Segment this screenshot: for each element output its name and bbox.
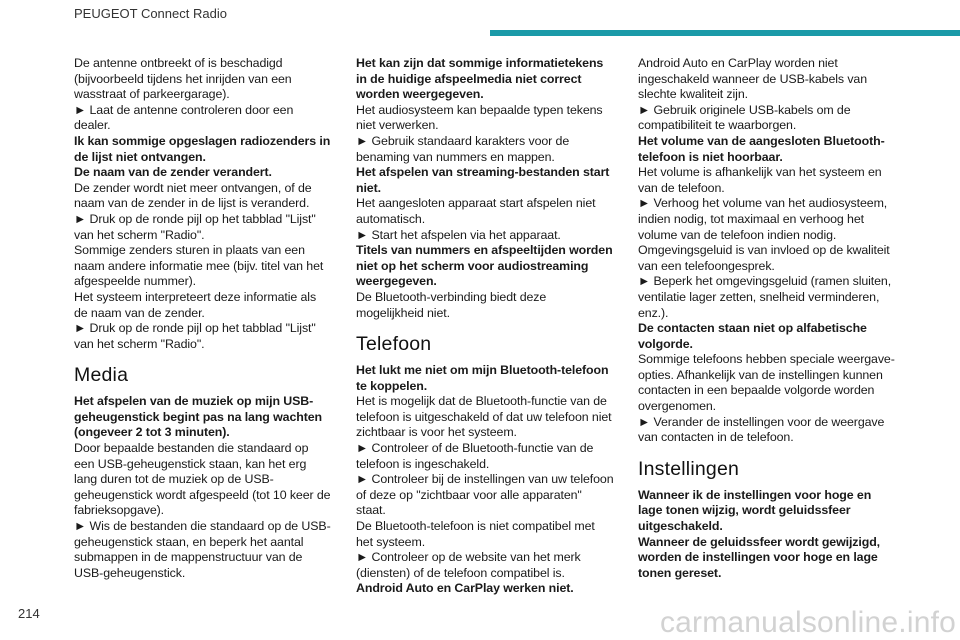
body-text: ► Druk op de ronde pijl op het tabblad "Lijst" van het scherm "Radio".: [74, 321, 316, 351]
watermark: carmanualsonline.info: [659, 606, 956, 639]
question-text: Wanneer ik de instellingen voor hoge en lage tonen wijzig, wordt geluidssfeer uitgeschakeld.: [638, 487, 872, 534]
question-text: De contacten staan niet op alfabetische volgorde.: [638, 321, 867, 351]
question-text: Het afspelen van de muziek op mijn USB-geheugenstick begint pas na lang wachten (ongeveer 2 tot 3 minuten).: [74, 394, 322, 440]
body-text: Sommige telefoons hebben speciale weergave-opties. Afhankelijk van de instellingen kunnen contacten in een bepaalde volgorde worden overgenomen.: [638, 352, 895, 414]
page-number: 214: [18, 606, 40, 621]
body-text: Het audiosysteem kan bepaalde typen tekens niet verwerken.: [356, 102, 603, 133]
question-text: Het afspelen van streaming-bestanden start niet.: [356, 165, 610, 195]
body-text: ► Gebruik originele USB-kabels om de compatibiliteit te waarborgen.: [638, 102, 851, 133]
body-text: ► Controleer bij de instellingen van uw telefoon of deze op "zichtbaar voor alle apparaten" staat.: [356, 472, 614, 518]
body-text: De Bluetooth-verbinding biedt deze mogelijkheid niet.: [356, 289, 547, 320]
body-text: ► Start het afspelen via het apparaat.: [356, 227, 561, 242]
body-text: Het aangesloten apparaat start afspelen niet automatisch.: [356, 196, 596, 226]
question-text: De naam van de zender verandert.: [74, 165, 272, 180]
text-column-2: [356, 56, 614, 597]
text-column-3: [638, 56, 896, 581]
body-text: ► Laat de antenne controleren door een dealer.: [74, 102, 294, 133]
question-text: Titels van nummers en afspeeltijden worden niet op het scherm voor audiostreaming weergegeven.: [356, 243, 613, 289]
body-text: ► Beperk het omgevingsgeluid (ramen sluiten, ventilatie lager zetten, snelheid verminderen, enz.).: [638, 274, 892, 320]
body-text: ► Verhoog het volume van het audiosysteem, indien nodig, tot maximaal en verhoog het volume van de telefoon indien nodig.: [638, 196, 888, 242]
body-text: Omgevingsgeluid is van invloed op de kwaliteit van een telefoongesprek.: [638, 243, 890, 273]
body-text: ► Gebruik standaard karakters voor de benaming van nummers en mappen.: [356, 133, 570, 164]
body-text: De Bluetooth-telefoon is niet compatibel met het systeem.: [356, 519, 595, 549]
header-title: PEUGEOT Connect Radio: [74, 6, 227, 21]
question-text: Het volume van de aangesloten Bluetooth-telefoon is niet hoorbaar.: [638, 133, 885, 164]
body-text: Door bepaalde bestanden die standaard op een USB-geheugenstick staan, kan het erg lang duren tot de muziek op de USB-geheugenstick wordt afgespeeld (tot 10 keer de fabrieksopgave).: [74, 441, 331, 518]
body-text: De zender wordt niet meer ontvangen, of de naam van de zender in de lijst is veranderd.: [74, 180, 312, 211]
body-text: ► Controleer of de Bluetooth-functie van de telefoon is ingeschakeld.: [356, 441, 594, 471]
question-text: Ik kan sommige opgeslagen radiozenders in de lijst niet ontvangen.: [74, 133, 331, 164]
header-accent-bar: [490, 30, 960, 36]
question-text: Het kan zijn dat sommige informatietekens in de huidige afspeelmedia niet correct worden weergegeven.: [356, 56, 604, 102]
body-text: De antenne ontbreekt of is beschadigd (bijvoorbeeld tijdens het inrijden van een wasstraat of parkeergarage).: [74, 56, 292, 102]
body-text: ► Verander de instellingen voor de weergave van contacten in de telefoon.: [638, 414, 885, 445]
body-text: Android Auto en CarPlay worden niet ingeschakeld wanneer de USB-kabels van slechte kwaliteit zijn.: [638, 56, 868, 102]
question-text: Het lukt me niet om mijn Bluetooth-telefoon te koppelen.: [356, 363, 609, 393]
body-text: ► Druk op de ronde pijl op het tabblad "Lijst" van het scherm "Radio".: [74, 211, 316, 242]
body-text: Sommige zenders sturen in plaats van een naam andere informatie mee (bijv. titel van het afgespeelde nummer).: [74, 243, 324, 289]
section-heading: Instellingen: [638, 457, 740, 480]
section-heading: Telefoon: [356, 333, 432, 356]
section-heading: Media: [74, 364, 129, 387]
question-text: Android Auto en CarPlay werken niet.: [356, 581, 574, 596]
question-text: Wanneer de geluidssfeer wordt gewijzigd, worden de instellingen voor hoge en lage tonen gereset.: [638, 534, 881, 580]
body-text: Het systeem interpreteert deze informatie als de naam van de zender.: [74, 289, 317, 320]
body-text: ► Controleer op de website van het merk (diensten) of de telefoon compatibel is.: [356, 550, 581, 580]
body-text: Het volume is afhankelijk van het systeem en van de telefoon.: [638, 165, 882, 195]
body-text: Het is mogelijk dat de Bluetooth-functie van de telefoon is uitgeschakeld of dat uw telefoon niet zichtbaar is voor het systeem.: [356, 394, 612, 440]
text-column-1: [74, 56, 332, 581]
body-text: ► Wis de bestanden die standaard op de USB-geheugenstick staan, en beperk het aantal submappen in de mappenstructuur van de USB-geheugenstick.: [74, 519, 331, 580]
